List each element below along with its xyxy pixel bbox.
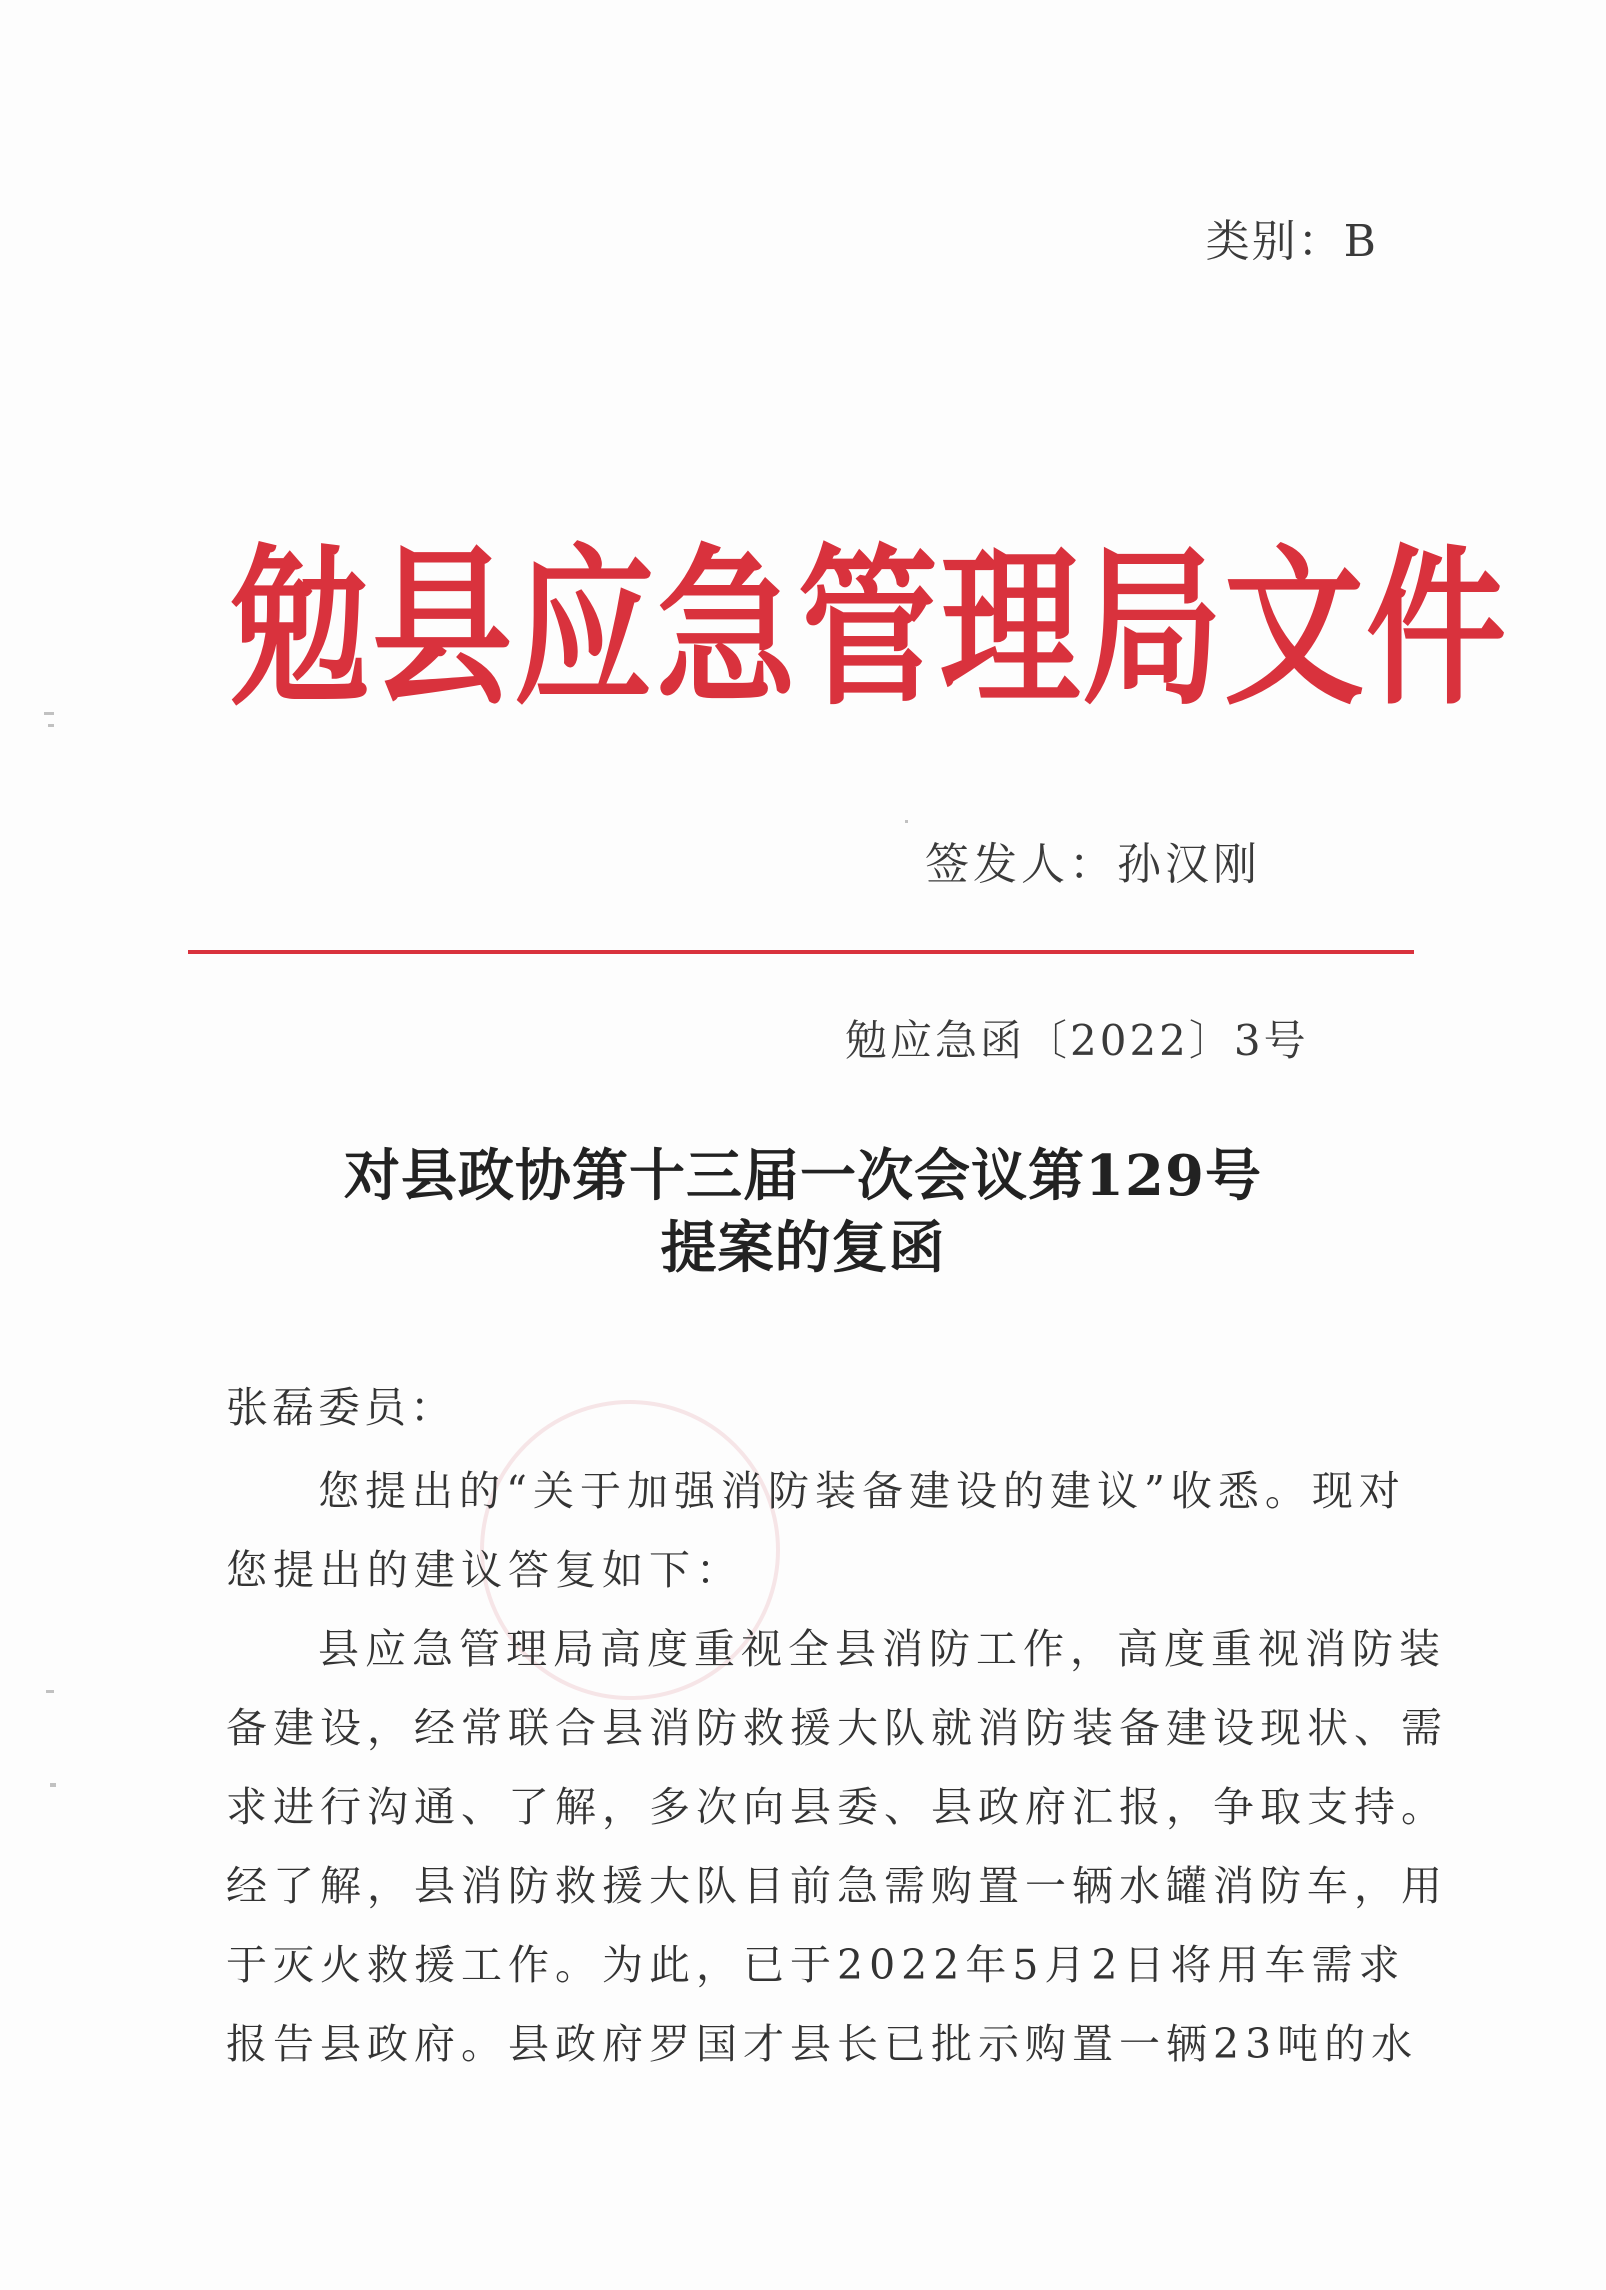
category-label: 类别：B: [1205, 216, 1378, 267]
reply-title-line-2: 提案的复函: [660, 1215, 946, 1281]
salutation: 张磊委员：: [226, 1383, 457, 1432]
body-line: 您提出的“关于加强消防装备建设的建议”收悉。现对: [318, 1467, 1406, 1515]
scan-speck: [50, 1783, 56, 1787]
scan-speck: [46, 1690, 54, 1693]
reply-title-line-1: 对县政协第十三届一次会议第129号: [344, 1143, 1262, 1209]
reply-title: [0, 1140, 1606, 1284]
scan-speck: [905, 820, 908, 823]
issuer-title: 勉县应急管理局文件: [230, 530, 1509, 730]
signer-line: 签发人：孙汉刚: [925, 839, 1261, 890]
body-text: [226, 1452, 1448, 2084]
body-line: 备建设，经常联合县消防救援大队就消防装备建设现状、需: [226, 1704, 1448, 1752]
body-line: 报告县政府。县政府罗国才县长已批示购置一辆23吨的水: [226, 2020, 1419, 2068]
scan-speck: [48, 724, 54, 727]
document-number: 勉应急函〔2022〕3号: [845, 1016, 1309, 1065]
body-line: 经了解，县消防救援大队目前急需购置一辆水罐消防车，用: [226, 1862, 1448, 1910]
body-line: 县应急管理局高度重视全县消防工作，高度重视消防装: [318, 1625, 1446, 1673]
red-divider: [188, 950, 1414, 954]
scan-speck: [44, 712, 54, 715]
body-line: 于灭火救援工作。为此，已于2022年5月2日将用车需求: [226, 1941, 1406, 1989]
body-line: 求进行沟通、了解，多次向县委、县政府汇报，争取支持。: [226, 1783, 1448, 1831]
body-line: 您提出的建议答复如下：: [226, 1546, 743, 1594]
